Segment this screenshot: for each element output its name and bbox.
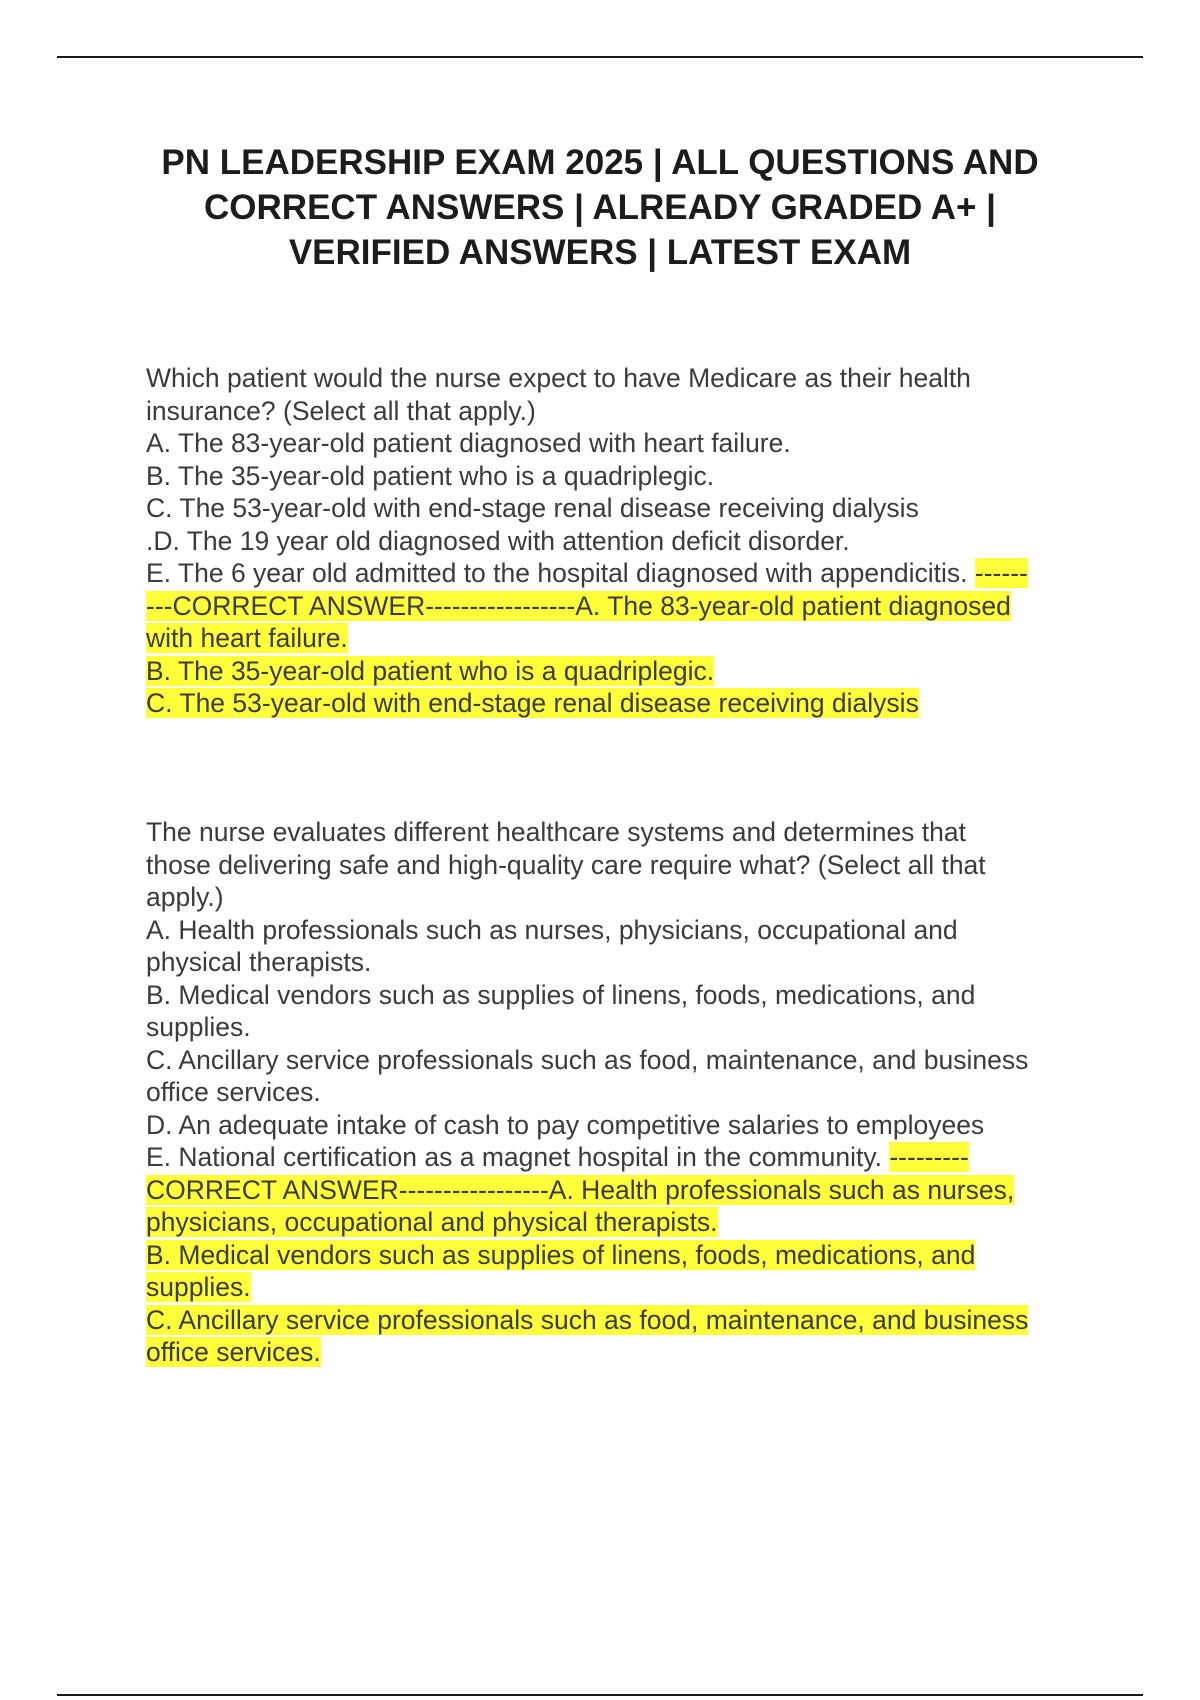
header-rule xyxy=(57,56,1143,58)
correct-answer-line xyxy=(146,1271,1146,1304)
question-stem: The nurse evaluates different healthcare systems and determines that xyxy=(146,817,966,847)
answer-option: E. National certification as a magnet hospital in the community. xyxy=(146,1142,890,1172)
answer-option-with-marker xyxy=(146,1141,1146,1174)
correct-answer-text: ---CORRECT ANSWER-----------------A. The 83-year-old patient diagnosed xyxy=(146,590,1011,621)
correct-answer-line xyxy=(146,1336,1146,1369)
correct-answer-line xyxy=(146,622,1146,655)
correct-answer-line xyxy=(146,687,1146,720)
correct-answer-text: with heart failure. xyxy=(146,623,348,653)
question-stem: insurance? (Select all that apply.) xyxy=(146,395,536,426)
title-line: CORRECT ANSWERS | ALREADY GRADED A+ | xyxy=(204,188,996,227)
correct-answer-text: C. Ancillary service professionals such as food, maintenance, and business xyxy=(146,1304,1029,1335)
answer-option: B. Medical vendors such as supplies of linens, foods, medications, and xyxy=(146,979,976,1010)
correct-answer-text: office services. xyxy=(146,1337,321,1367)
question-stem: those delivering safe and high-quality care require what? (Select all that xyxy=(146,849,986,880)
document-title xyxy=(100,140,1100,275)
answer-option: D. An adequate intake of cash to pay competitive salaries to employees xyxy=(146,1109,985,1140)
answer-option: A. The 83-year-old patient diagnosed with heart failure. xyxy=(146,428,791,458)
answer-option: physical therapists. xyxy=(146,947,372,977)
correct-answer-line xyxy=(146,1304,1146,1337)
answer-option: .D. The 19 year old diagnosed with attention deficit disorder. xyxy=(146,525,850,556)
answer-option: C. Ancillary service professionals such as food, maintenance, and business xyxy=(146,1044,1029,1075)
answer-option: C. The 53-year-old with end-stage renal disease receiving dialysis xyxy=(146,493,919,523)
title-line: VERIFIED ANSWERS | LATEST EXAM xyxy=(288,233,912,272)
correct-answer-text: B. The 35-year-old patient who is a quadriplegic. xyxy=(146,655,715,686)
correct-answer-line xyxy=(146,1174,1146,1207)
correct-answer-line xyxy=(146,590,1146,623)
answer-option: office services. xyxy=(146,1077,321,1107)
answer-option-with-marker xyxy=(146,557,1146,590)
question-block-2 xyxy=(146,816,1146,1369)
answer-option: B. The 35-year-old patient who is a quadriplegic. xyxy=(146,460,715,491)
question-block-1 xyxy=(146,362,1146,720)
correct-answer-marker: ------ xyxy=(974,558,1028,588)
correct-answer-line xyxy=(146,1206,1146,1239)
correct-answer-text: CORRECT ANSWER-----------------A. Health professionals such as nurses, xyxy=(146,1174,1015,1205)
correct-answer-text: C. The 53-year-old with end-stage renal disease receiving dialysis xyxy=(146,688,919,718)
correct-answer-text: physicians, occupational and physical therapists. xyxy=(146,1207,718,1237)
correct-answer-marker: --------- xyxy=(889,1142,969,1172)
correct-answer-line xyxy=(146,655,1146,688)
correct-answer-text: B. Medical vendors such as supplies of linens, foods, medications, and xyxy=(146,1239,976,1270)
answer-option: supplies. xyxy=(146,1012,251,1042)
correct-answer-text: supplies. xyxy=(146,1272,251,1302)
title-line: PN LEADERSHIP EXAM 2025 | ALL QUESTIONS AND xyxy=(161,143,1039,182)
footer-rule xyxy=(57,1694,1143,1696)
correct-answer-line xyxy=(146,1239,1146,1272)
answer-option: A. Health professionals such as nurses, physicians, occupational and xyxy=(146,914,958,945)
answer-option: E. The 6 year old admitted to the hospital diagnosed with appendicitis. xyxy=(146,558,975,588)
question-stem: Which patient would the nurse expect to have Medicare as their health xyxy=(146,363,971,393)
question-stem: apply.) xyxy=(146,882,224,912)
